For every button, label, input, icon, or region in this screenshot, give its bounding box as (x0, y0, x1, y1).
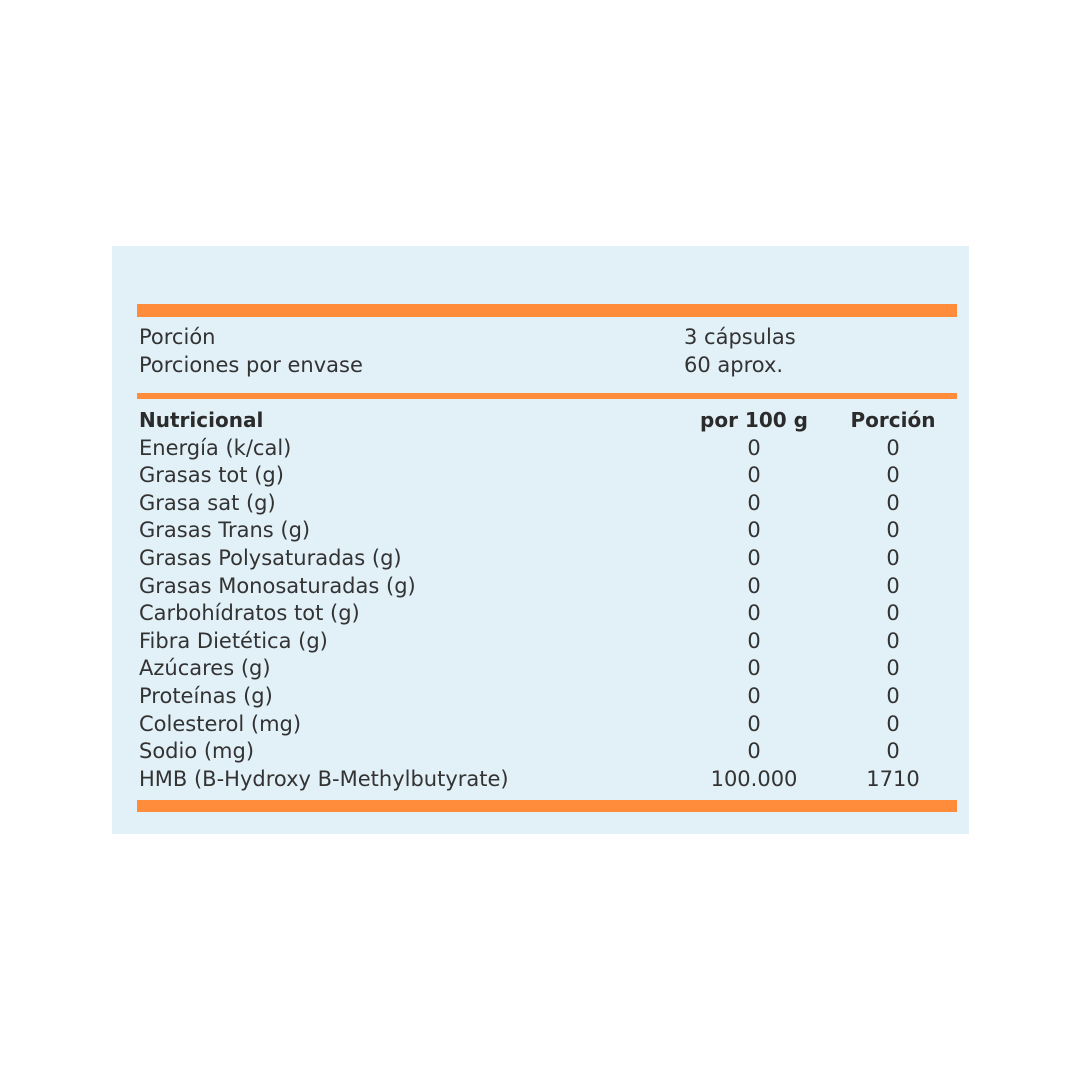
nutrient-name: HMB (B-Hydroxy B-Methylbutyrate) (139, 766, 509, 791)
table-row (139, 573, 959, 601)
serving-label: Porción (139, 325, 216, 349)
portion-value: 0 (886, 463, 900, 488)
nutrient-name: Grasas Trans (g) (139, 518, 311, 543)
serving-info (139, 323, 939, 379)
table-row (139, 628, 959, 656)
nutrient-name: Carbohídratos tot (g) (139, 601, 360, 626)
table-row (139, 462, 959, 490)
nutrient-name: Energía (k/cal) (139, 435, 292, 460)
table-body (139, 435, 959, 794)
per-100g-value: 0 (747, 435, 761, 460)
portion-value: 0 (886, 545, 900, 570)
portion-value: 0 (886, 711, 900, 736)
portion-value: 0 (886, 435, 900, 460)
per-100g-value: 0 (747, 573, 761, 598)
per-100g-value: 0 (747, 628, 761, 653)
serving-value: 60 aprox. (684, 353, 784, 377)
nutrient-name: Grasas Polysaturadas (g) (139, 545, 402, 570)
portion-value: 0 (886, 683, 900, 708)
nutrient-name: Grasa sat (g) (139, 490, 276, 515)
per-100g-value: 0 (747, 518, 761, 543)
portion-value: 0 (886, 628, 900, 653)
nutrient-name: Grasas Monosaturadas (g) (139, 573, 416, 598)
nutrient-name: Azúcares (g) (139, 656, 271, 681)
middle-divider (137, 393, 957, 399)
portion-value: 0 (886, 601, 900, 626)
nutrient-name: Sodio (mg) (139, 739, 255, 764)
serving-row-per-container (139, 351, 939, 379)
table-row (139, 517, 959, 545)
portion-value: 0 (886, 739, 900, 764)
portion-value: 0 (886, 518, 900, 543)
table-row (139, 766, 959, 794)
serving-value: 3 cápsulas (684, 325, 796, 349)
serving-row-portion (139, 323, 939, 351)
per-100g-value: 0 (747, 656, 761, 681)
table-row (139, 711, 959, 739)
column-header-per-100g: por 100 g (700, 408, 808, 432)
table-row (139, 655, 959, 683)
table-row (139, 738, 959, 766)
table-header (139, 407, 959, 435)
portion-value: 0 (886, 656, 900, 681)
table-row (139, 683, 959, 711)
bottom-divider (137, 800, 957, 812)
nutrient-name: Grasas tot (g) (139, 463, 284, 488)
serving-label: Porciones por envase (139, 353, 363, 377)
column-header-portion: Porción (850, 408, 936, 432)
per-100g-value: 0 (747, 545, 761, 570)
portion-value: 1710 (866, 766, 920, 791)
column-header-nutrient: Nutricional (139, 408, 264, 432)
per-100g-value: 0 (747, 490, 761, 515)
table-row (139, 435, 959, 463)
nutrient-name: Proteínas (g) (139, 683, 273, 708)
per-100g-value: 0 (747, 463, 761, 488)
nutrient-name: Fibra Dietética (g) (139, 628, 328, 653)
nutrition-table (139, 407, 959, 793)
table-row (139, 545, 959, 573)
per-100g-value: 100.000 (710, 766, 798, 791)
per-100g-value: 0 (747, 601, 761, 626)
table-row (139, 600, 959, 628)
top-divider (137, 304, 957, 317)
per-100g-value: 0 (747, 711, 761, 736)
portion-value: 0 (886, 573, 900, 598)
nutrient-name: Colesterol (mg) (139, 711, 302, 736)
table-row (139, 490, 959, 518)
portion-value: 0 (886, 490, 900, 515)
per-100g-value: 0 (747, 683, 761, 708)
per-100g-value: 0 (747, 739, 761, 764)
